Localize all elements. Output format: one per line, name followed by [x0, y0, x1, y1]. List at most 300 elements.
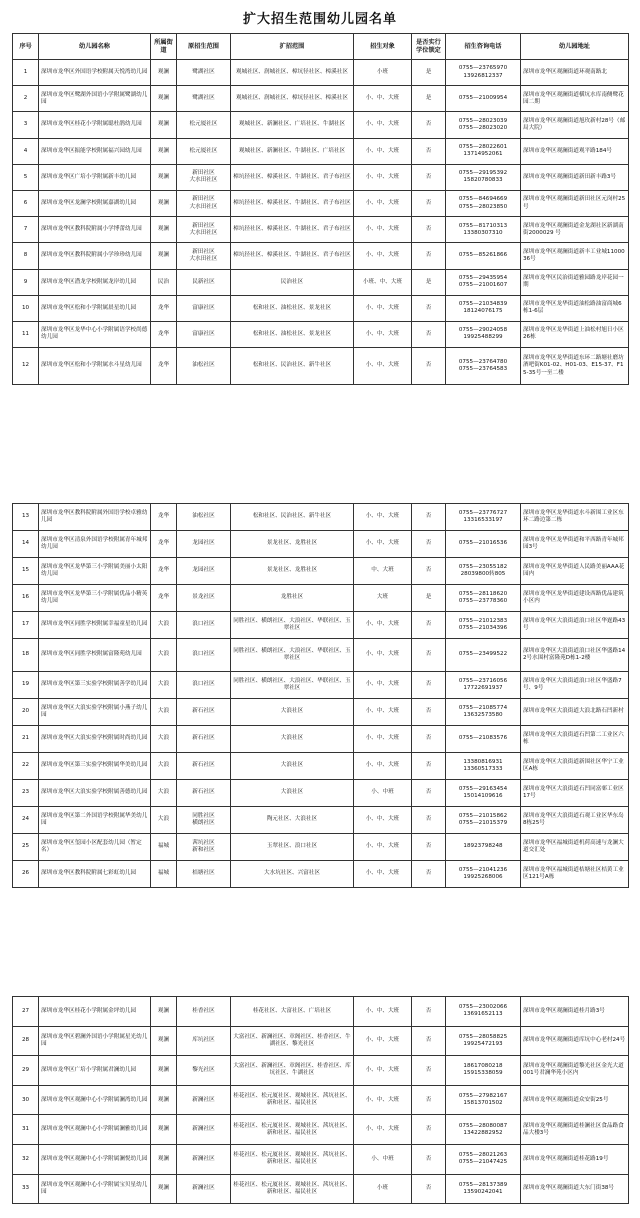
cell-kindergarten-name: 深圳市龙华区碧澜外国语小学附属星光幼儿园: [39, 1026, 151, 1056]
table-row: [13, 997, 629, 1027]
cell-address: 深圳市龙华区龙华街道油松路油富商城6栋1-6层: [521, 295, 629, 321]
cell-address: 深圳市龙华区观澜街道旭玫新村28号（邮局大院）: [521, 112, 629, 138]
cell-target: 小、中、大班: [354, 861, 412, 888]
cell-kindergarten-name: 深圳市龙华区大浪实验学校附属小燕子幼儿园: [39, 699, 151, 726]
cell-orig-range: 油松社区: [177, 348, 231, 385]
header-lock: 是否实行学位锁定: [412, 34, 446, 60]
cell-kindergarten-name: 深圳市龙华区大浪实验学校附属善德幼儿园: [39, 780, 151, 807]
cell-address: 深圳市龙华区观澜街道黎光社区金光大道001号君澜华苑小区内: [521, 1056, 629, 1086]
cell-orig-range: 龙园社区: [177, 558, 231, 585]
cell-no: 32: [13, 1144, 39, 1174]
cell-kindergarten-name: 深圳市龙华区第二外国语学校附属华美幼儿园: [39, 807, 151, 834]
cell-ext-range: 龙胜社区: [231, 585, 354, 612]
cell-orig-range: 富康社区: [177, 321, 231, 347]
cell-no: 2: [13, 86, 39, 112]
cell-phone: 0755—28137389 13590242041: [446, 1174, 521, 1204]
cell-address: 深圳市龙华区观澜街道新田社区元岗村25号: [521, 190, 629, 216]
cell-phone: 0755—29435954 0755—21001607: [446, 269, 521, 295]
cell-lock: 否: [412, 1085, 446, 1115]
cell-lock: 否: [412, 1026, 446, 1056]
cell-no: 13: [13, 504, 39, 531]
cell-lock: 否: [412, 531, 446, 558]
cell-kindergarten-name: 深圳市龙华区教科院附属外国语学校卓雅幼儿园: [39, 504, 151, 531]
cell-street: 大浪: [151, 699, 177, 726]
cell-street: 龙华: [151, 295, 177, 321]
cell-no: 9: [13, 269, 39, 295]
table-row: [13, 1026, 629, 1056]
cell-street: 大浪: [151, 726, 177, 753]
cell-ext-range: 樟坑径社区、樟溪社区、牛湖社区、君子布社区: [231, 217, 354, 243]
cell-no: 22: [13, 753, 39, 780]
cell-lock: 是: [412, 86, 446, 112]
cell-street: 观澜: [151, 1026, 177, 1056]
cell-address: 深圳市龙华区大浪街道浪口社区华盛路142号水围村富隆苑D栋1-2楼: [521, 639, 629, 672]
table-row: [13, 861, 629, 888]
cell-lock: 否: [412, 997, 446, 1027]
table-row: [13, 531, 629, 558]
cell-address: 深圳市龙华区观澜街道桂月路3号: [521, 997, 629, 1027]
cell-no: 8: [13, 243, 39, 269]
cell-phone: 0755—21016536: [446, 531, 521, 558]
cell-address: 深圳市龙华区大浪街道浪口社区华霆路43号: [521, 612, 629, 639]
cell-kindergarten-name: 深圳市龙华区观澜中心小学附属澜雅幼儿园: [39, 1115, 151, 1145]
cell-lock: 否: [412, 861, 446, 888]
cell-target: 小、中、大班: [354, 997, 412, 1027]
cell-lock: 否: [412, 504, 446, 531]
cell-phone: 0755—28080087 13422882952: [446, 1115, 521, 1145]
cell-address: 深圳市龙华区大浪街道浪口社区华盛路7号、9号: [521, 672, 629, 699]
cell-no: 15: [13, 558, 39, 585]
cell-lock: 否: [412, 672, 446, 699]
header-no: 序号: [13, 34, 39, 60]
header-target: 招生对象: [354, 34, 412, 60]
table-row: [13, 1174, 629, 1204]
cell-ext-range: 观城社区、新澜社区、广培社区、牛湖社区: [231, 112, 354, 138]
cell-phone: 0755—28118620 0755—23778360: [446, 585, 521, 612]
cell-orig-range: 新澜社区: [177, 1085, 231, 1115]
header-orig-range: 原招生范围: [177, 34, 231, 60]
cell-address: 深圳市龙华区观澜街道横坑水库南侧鹭花园二期: [521, 86, 629, 112]
cell-lock: 否: [412, 348, 446, 385]
cell-lock: 否: [412, 321, 446, 347]
cell-phone: 0755—23716056 17722691937: [446, 672, 521, 699]
cell-address: 深圳市龙华区龙华街道东环二路塘社磨坊酒吧街K01-02、H01-03、E15-37、F15-35号一至二楼: [521, 348, 629, 385]
cell-kindergarten-name: 深圳市龙华区第三实验学校附属华美幼儿园: [39, 753, 151, 780]
cell-no: 30: [13, 1085, 39, 1115]
cell-phone: 0755—28021263 0755—21047425: [446, 1144, 521, 1174]
cell-orig-range: 浪口社区: [177, 612, 231, 639]
cell-kindergarten-name: 深圳市龙华区教科院附属小学珍珍幼儿园: [39, 243, 151, 269]
table-header-row: [13, 34, 629, 60]
cell-target: 小、中、大班: [354, 243, 412, 269]
cell-lock: 否: [412, 1056, 446, 1086]
table-row: [13, 558, 629, 585]
cell-orig-range: 新田社区 大水田社区: [177, 164, 231, 190]
cell-target: 小、中、大班: [354, 164, 412, 190]
cell-phone: 0755—21041236 19925268006: [446, 861, 521, 888]
cell-no: 21: [13, 726, 39, 753]
cell-no: 16: [13, 585, 39, 612]
cell-kindergarten-name: 深圳市龙华区龙澜学校附属嘉湖幼儿园: [39, 190, 151, 216]
cell-ext-range: 桂花社区、松元厦社区、观城社区、茜坑社区、新和社区、福民社区: [231, 1144, 354, 1174]
cell-ext-range: 景龙社区、龙胜社区: [231, 558, 354, 585]
cell-street: 大浪: [151, 780, 177, 807]
table-row: [13, 834, 629, 861]
cell-street: 大浪: [151, 807, 177, 834]
cell-ext-range: 大浪社区: [231, 780, 354, 807]
cell-ext-range: 观城社区、新澜社区、牛湖社区、广培社区: [231, 138, 354, 164]
cell-no: 7: [13, 217, 39, 243]
table-row: [13, 807, 629, 834]
cell-address: 深圳市龙华区龙华街道和平西路青年城邦园3号: [521, 531, 629, 558]
cell-address: 深圳市龙华区观澜街道大东门街38号: [521, 1174, 629, 1204]
cell-lock: 否: [412, 639, 446, 672]
cell-target: 小、中、大班: [354, 112, 412, 138]
cell-orig-range: 新田社区 大水田社区: [177, 243, 231, 269]
cell-no: 20: [13, 699, 39, 726]
cell-ext-range: 陶元社区、大浪社区: [231, 807, 354, 834]
cell-orig-range: 松元厦社区: [177, 138, 231, 164]
cell-no: 19: [13, 672, 39, 699]
cell-address: 深圳市龙华区观澜街道桂澜社区食品路食品大楼3号: [521, 1115, 629, 1145]
cell-address: 深圳市龙华区龙华街道建设西路优品建筑小区内: [521, 585, 629, 612]
table-row: [13, 585, 629, 612]
cell-address: 深圳市龙华区福城街道机荷高速与龙澜大道交汇处: [521, 834, 629, 861]
cell-orig-range: 新石社区: [177, 726, 231, 753]
cell-kindergarten-name: 深圳市龙华区观澜中心小学附属澜湾幼儿园: [39, 1085, 151, 1115]
table-row: [13, 112, 629, 138]
cell-kindergarten-name: 深圳市龙华区同胜学校附属富隆苑幼儿园: [39, 639, 151, 672]
cell-phone: 0755—29163454 15014109616: [446, 780, 521, 807]
cell-no: 18: [13, 639, 39, 672]
cell-orig-range: 新田社区 大水田社区: [177, 217, 231, 243]
cell-ext-range: 大富社区、新澜社区、章阁社区、桂香社区、库坑社区、牛湖社区: [231, 1056, 354, 1086]
cell-street: 观澜: [151, 217, 177, 243]
cell-no: 24: [13, 807, 39, 834]
cell-target: 小、中、大班: [354, 190, 412, 216]
cell-kindergarten-name: 深圳市龙华区龙华中心小学附属语学校尚德幼儿园: [39, 321, 151, 347]
cell-target: 小班: [354, 1174, 412, 1204]
cell-address: 深圳市龙华区观澜街道观平路184号: [521, 138, 629, 164]
cell-kindergarten-name: 深圳市龙华区广培小学附属君澜幼儿园: [39, 1056, 151, 1086]
kindergarten-table-page-1: [12, 33, 629, 385]
cell-ext-range: 桂花社区、松元厦社区、观城社区、茜坑社区、新和社区、福民社区: [231, 1115, 354, 1145]
cell-street: 观澜: [151, 190, 177, 216]
cell-phone: 18923798248: [446, 834, 521, 861]
cell-address: 深圳市龙华区民治街道雅园路龙岸花园一期: [521, 269, 629, 295]
cell-kindergarten-name: 深圳市龙华区振能学校附属福兴园幼儿园: [39, 138, 151, 164]
cell-street: 大浪: [151, 753, 177, 780]
table-row: [13, 190, 629, 216]
cell-phone: 0755—21083576: [446, 726, 521, 753]
cell-kindergarten-name: 深圳市龙华区教科院附属小学博蕾幼儿园: [39, 217, 151, 243]
cell-no: 27: [13, 997, 39, 1027]
cell-orig-range: 库坑社区: [177, 1026, 231, 1056]
cell-kindergarten-name: 深圳市龙华区桂花小学附属聪杜鹃幼儿园: [39, 112, 151, 138]
cell-street: 大浪: [151, 672, 177, 699]
cell-phone: 0755—81710313 13380307310: [446, 217, 521, 243]
cell-street: 观澜: [151, 1144, 177, 1174]
cell-kindergarten-name: 深圳市龙华区清泉外国语学校附属青年城邦幼儿园: [39, 531, 151, 558]
cell-phone: 0755—21009954: [446, 86, 521, 112]
cell-target: 小班、中、大班: [354, 269, 412, 295]
cell-orig-range: 浪口社区: [177, 639, 231, 672]
cell-orig-range: 茜坑社区 新和社区: [177, 834, 231, 861]
cell-phone: 0755—21012383 0755—21034396: [446, 612, 521, 639]
cell-lock: 否: [412, 138, 446, 164]
cell-target: 小、中、大班: [354, 504, 412, 531]
kindergarten-table-page-3: [12, 996, 629, 1204]
cell-orig-range: 松元厦社区: [177, 112, 231, 138]
cell-target: 大班: [354, 585, 412, 612]
cell-street: 龙华: [151, 348, 177, 385]
cell-kindergarten-name: 深圳市龙华区龙华第三小学附属优品小精英幼儿园: [39, 585, 151, 612]
cell-address: 深圳市龙华区观澜街道库坑中心老村24号: [521, 1026, 629, 1056]
cell-lock: 否: [412, 558, 446, 585]
cell-target: 小、中、大班: [354, 726, 412, 753]
table-row: [13, 217, 629, 243]
table-row: [13, 753, 629, 780]
cell-phone: 0755—23055182 28039800转805: [446, 558, 521, 585]
table-row: [13, 60, 629, 86]
cell-street: 福城: [151, 861, 177, 888]
cell-target: 小、中、大班: [354, 1085, 412, 1115]
cell-street: 观澜: [151, 1115, 177, 1145]
table-row: [13, 295, 629, 321]
cell-no: 23: [13, 780, 39, 807]
cell-address: 深圳市龙华区大浪街道新围社区华宁工业区A栋: [521, 753, 629, 780]
cell-orig-range: 桂香社区: [177, 997, 231, 1027]
table-row: [13, 348, 629, 385]
cell-kindergarten-name: 深圳市龙华区龙华第三小学附属美丽小太阳幼儿园: [39, 558, 151, 585]
cell-phone: 0755—21085774 13632573580: [446, 699, 521, 726]
cell-lock: 否: [412, 726, 446, 753]
cell-no: 4: [13, 138, 39, 164]
cell-phone: 0755—28058825 19925472193: [446, 1026, 521, 1056]
cell-orig-range: 新石社区: [177, 699, 231, 726]
cell-orig-range: 新石社区: [177, 780, 231, 807]
cell-street: 观澜: [151, 997, 177, 1027]
cell-kindergarten-name: 深圳市龙华区第三实验学校附属善学幼儿园: [39, 672, 151, 699]
cell-target: 小、中、大班: [354, 217, 412, 243]
cell-lock: 否: [412, 807, 446, 834]
cell-address: 深圳市龙华区观澜街道众安街25号: [521, 1085, 629, 1115]
cell-lock: 否: [412, 1144, 446, 1174]
cell-no: 5: [13, 164, 39, 190]
cell-ext-range: 景龙社区、龙胜社区: [231, 531, 354, 558]
cell-no: 12: [13, 348, 39, 385]
cell-lock: 否: [412, 1174, 446, 1204]
cell-ext-range: 大富社区、新澜社区、章阁社区、桂香社区、牛湖社区、黎光社区: [231, 1026, 354, 1056]
cell-lock: 否: [412, 753, 446, 780]
cell-address: 深圳市龙华区大浪街道石凹同富邨工业区17号: [521, 780, 629, 807]
cell-lock: 否: [412, 780, 446, 807]
cell-phone: 0755—23499522: [446, 639, 521, 672]
cell-lock: 否: [412, 243, 446, 269]
cell-orig-range: 新石社区: [177, 753, 231, 780]
cell-ext-range: 松和社区、油松社区、景龙社区: [231, 295, 354, 321]
cell-ext-range: 观城社区、润城社区、樟坑径社区、樟溪社区: [231, 86, 354, 112]
table-row: [13, 1144, 629, 1174]
cell-address: 深圳市龙华区福城街道桔塘社区桔黄工业区121号A栋: [521, 861, 629, 888]
cell-ext-range: 桂花社区、松元厦社区、观城社区、茜坑社区、新和社区、福民社区: [231, 1174, 354, 1204]
cell-orig-range: 新澜社区: [177, 1115, 231, 1145]
table-row: [13, 1056, 629, 1086]
kindergarten-table-page-2: [12, 503, 629, 888]
cell-lock: 否: [412, 112, 446, 138]
cell-ext-range: 樟坑径社区、樟溪社区、牛湖社区、君子布社区: [231, 243, 354, 269]
table-row: [13, 699, 629, 726]
header-address: 幼儿园地址: [521, 34, 629, 60]
cell-street: 民治: [151, 269, 177, 295]
cell-orig-range: 新澜社区: [177, 1144, 231, 1174]
cell-no: 17: [13, 612, 39, 639]
cell-lock: 否: [412, 834, 446, 861]
cell-phone: 0755—28023039 0755—28023020: [446, 112, 521, 138]
cell-target: 小、中、大班: [354, 348, 412, 385]
cell-street: 龙华: [151, 585, 177, 612]
cell-no: 26: [13, 861, 39, 888]
cell-target: 小、中、大班: [354, 138, 412, 164]
cell-phone: 0755—85261866: [446, 243, 521, 269]
cell-street: 大浪: [151, 639, 177, 672]
header-name: 幼儿园名称: [39, 34, 151, 60]
cell-no: 10: [13, 295, 39, 321]
cell-street: 龙华: [151, 531, 177, 558]
cell-phone: 0755—84694669 0755—28023850: [446, 190, 521, 216]
cell-ext-range: 观城社区、润城社区、樟坑径社区、樟溪社区: [231, 60, 354, 86]
cell-phone: 0755—21034839 18124076175: [446, 295, 521, 321]
cell-target: 小、中、大班: [354, 1056, 412, 1086]
table-row: [13, 639, 629, 672]
cell-kindergarten-name: 深圳市龙华区同胜学校附属幸福童星幼儿园: [39, 612, 151, 639]
cell-phone: 0755—23776727 13316533197: [446, 504, 521, 531]
cell-phone: 18617080218 15915338059: [446, 1056, 521, 1086]
cell-ext-range: 松和社区、民治社区、新牛社区: [231, 504, 354, 531]
cell-orig-range: 桔塘社区: [177, 861, 231, 888]
cell-orig-range: 同胜社区 横朗社区: [177, 807, 231, 834]
cell-ext-range: 同胜社区、横朗社区、大浪社区、华联社区、玉翠社区: [231, 639, 354, 672]
cell-address: 深圳市龙华区观澜街道桂花路19号: [521, 1144, 629, 1174]
cell-street: 福城: [151, 834, 177, 861]
cell-target: 小、中、大班: [354, 753, 412, 780]
cell-address: 深圳市龙华区大浪街道石观工业区华东岛8栋25号: [521, 807, 629, 834]
cell-kindergarten-name: 深圳市龙华区松和小学附属晨星幼儿园: [39, 295, 151, 321]
cell-lock: 是: [412, 585, 446, 612]
cell-street: 龙华: [151, 558, 177, 585]
cell-kindergarten-name: 深圳市龙华区教科院附属七彩虹幼儿园: [39, 861, 151, 888]
cell-ext-range: 大浪社区: [231, 726, 354, 753]
cell-street: 大浪: [151, 612, 177, 639]
cell-lock: 是: [412, 269, 446, 295]
cell-phone: 0755—27982167 15813701502: [446, 1085, 521, 1115]
cell-address: 深圳市龙华区龙华街道上油松村旭日小区26栋: [521, 321, 629, 347]
cell-street: 观澜: [151, 1056, 177, 1086]
cell-street: 观澜: [151, 86, 177, 112]
table-row: [13, 780, 629, 807]
cell-phone: 13380816931 13360517333: [446, 753, 521, 780]
cell-lock: 否: [412, 217, 446, 243]
cell-ext-range: 同胜社区、横朗社区、大浪社区、华联社区、玉翠社区: [231, 672, 354, 699]
cell-orig-range: 油松社区: [177, 504, 231, 531]
cell-no: 33: [13, 1174, 39, 1204]
cell-address: 深圳市龙华区大浪街道石凹第二工业区六栋: [521, 726, 629, 753]
cell-target: 小、中、大班: [354, 321, 412, 347]
cell-street: 观澜: [151, 243, 177, 269]
cell-street: 龙华: [151, 504, 177, 531]
cell-kindergarten-name: 深圳市龙华区广培小学附属新丰幼儿园: [39, 164, 151, 190]
page-title: 扩大招生范围幼儿园名单: [242, 12, 397, 27]
cell-phone: 0755—23002066 13691652113: [446, 997, 521, 1027]
cell-orig-range: 民新社区: [177, 269, 231, 295]
cell-target: 小、中、大班: [354, 639, 412, 672]
cell-ext-range: 樟坑径社区、樟溪社区、牛湖社区、君子布社区: [231, 164, 354, 190]
cell-lock: 是: [412, 60, 446, 86]
cell-street: 观澜: [151, 112, 177, 138]
cell-lock: 否: [412, 190, 446, 216]
table-row: [13, 269, 629, 295]
cell-kindergarten-name: 深圳市龙华区观澜中心小学附属宝贝星幼儿园: [39, 1174, 151, 1204]
cell-address: 深圳市龙华区龙华街道水斗新围工业区东环二路边第二栋: [521, 504, 629, 531]
cell-orig-range: 新田社区 大水田社区: [177, 190, 231, 216]
cell-orig-range: 龙园社区: [177, 531, 231, 558]
table-row: [13, 164, 629, 190]
cell-orig-range: 景龙社区: [177, 585, 231, 612]
cell-lock: 否: [412, 1115, 446, 1145]
cell-no: 3: [13, 112, 39, 138]
cell-ext-range: 大水坑社区、兴富社区: [231, 861, 354, 888]
cell-target: 小、中、大班: [354, 1026, 412, 1056]
cell-ext-range: 桂花社区、松元厦社区、观城社区、茜坑社区、新和社区、福民社区: [231, 1085, 354, 1115]
cell-kindergarten-name: 深圳市龙华区松和小学附属水斗星幼儿园: [39, 348, 151, 385]
cell-phone: 0755—21015862 0755—21015379: [446, 807, 521, 834]
cell-target: 小、中、大班: [354, 1115, 412, 1145]
cell-street: 观澜: [151, 60, 177, 86]
cell-ext-range: 松和社区、油松社区、景龙社区: [231, 321, 354, 347]
table-row: [13, 243, 629, 269]
cell-phone: 0755—29024058 19925488299: [446, 321, 521, 347]
cell-orig-range: 富康社区: [177, 295, 231, 321]
table-row: [13, 138, 629, 164]
cell-target: 小、中、大班: [354, 834, 412, 861]
table-row: [13, 672, 629, 699]
cell-kindergarten-name: 深圳市龙华区潜龙学校附属龙岸幼儿园: [39, 269, 151, 295]
header-phone: 招生咨询电话: [446, 34, 521, 60]
cell-ext-range: 松和社区、民治社区、新牛社区: [231, 348, 354, 385]
table-row: [13, 1115, 629, 1145]
cell-target: 小、中班: [354, 1144, 412, 1174]
cell-ext-range: 大浪社区: [231, 699, 354, 726]
cell-ext-range: 大浪社区: [231, 753, 354, 780]
cell-no: 28: [13, 1026, 39, 1056]
cell-phone: 0755—29195392 15820780833: [446, 164, 521, 190]
cell-target: 小、中、大班: [354, 807, 412, 834]
table-row: [13, 612, 629, 639]
cell-target: 小、中、大班: [354, 612, 412, 639]
cell-no: 6: [13, 190, 39, 216]
cell-address: 深圳市龙华区观澜街道环观南路北: [521, 60, 629, 86]
cell-target: 小、中、大班: [354, 699, 412, 726]
cell-address: 深圳市龙华区龙华街道人民路美丽AAA花园内: [521, 558, 629, 585]
cell-address: 深圳市龙华区观澜街道金龙湖社区新湖南街2000029 号: [521, 217, 629, 243]
cell-kindergarten-name: 深圳市龙华区鹭湖外国语小学附属鹭湖幼儿园: [39, 86, 151, 112]
cell-target: 小、中、大班: [354, 672, 412, 699]
cell-ext-range: 同胜社区、横朗社区、大浪社区、华联社区、玉翠社区: [231, 612, 354, 639]
cell-address: 深圳市龙华区观澜街道新田新丰路3号: [521, 164, 629, 190]
cell-kindergarten-name: 深圳市龙华区桂花小学附属金坪幼儿园: [39, 997, 151, 1027]
cell-address: 深圳市龙华区观澜街道新丰工业城1100036号: [521, 243, 629, 269]
cell-orig-range: 黎光社区: [177, 1056, 231, 1086]
